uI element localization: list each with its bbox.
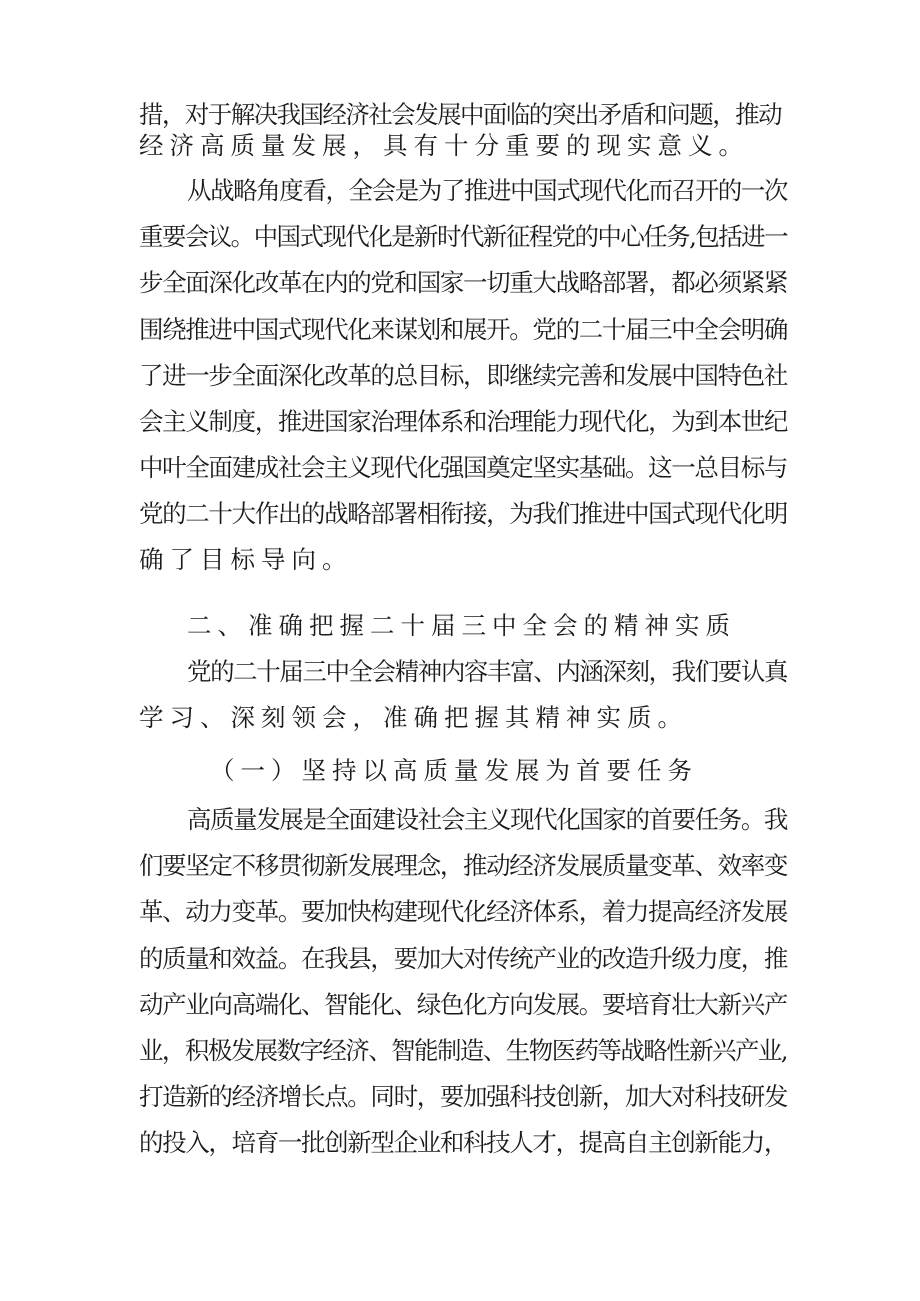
text-line: 打造新的经济增长点。同时，要加强科技创新，加大对科技研发 [139, 1082, 787, 1111]
text-line: 经济高质量发展，具有十分重要的现实意义。 [139, 131, 749, 160]
text-line: 会主义制度，推进国家治理体系和治理能力现代化，为到本世纪 [139, 407, 787, 436]
text-line: 中叶全面建成社会主义现代化强国奠定坚实基础。这一总目标与 [139, 453, 787, 482]
text-line: 业，积极发展数字经济、智能制造、生物医药等战略性新兴产业, [139, 1036, 787, 1065]
section-heading: 二、准确把握二十届三中全会的精神实质 [187, 611, 736, 640]
paragraph-first-line: 从战略角度看，全会是为了推进中国式现代化而召开的一次 [187, 176, 787, 205]
text-line: 步全面深化改革在内的党和国家一切重大战略部署，都必须紧紧 [139, 268, 787, 297]
text-line: 的投入，培育一批创新型企业和科技人才，提高自主创新能力， [139, 1128, 787, 1157]
subsection-heading: （一）坚持以高质量发展为首要任务 [210, 756, 698, 785]
text-line: 党的二十大作出的战略部署相衔接，为我们推进中国式现代化明 [139, 499, 787, 528]
text-line: 了进一步全面深化改革的总目标，即继续完善和发展中国特色社 [139, 361, 787, 390]
text-line: 学习、深刻领会，准确把握其精神实质。 [139, 703, 688, 732]
text-line: 确了目标导向。 [139, 545, 353, 574]
text-line: 措，对于解决我国经济社会发展中面临的突出矛盾和问题，推动 [139, 100, 781, 129]
text-line: 的质量和效益。在我县，要加大对传统产业的改造升级力度，推 [139, 944, 787, 973]
text-line: 重要会议。中国式现代化是新时代新征程党的中心任务,包括进一 [139, 222, 787, 251]
text-line: 动产业向高端化、智能化、绿色化方向发展。要培育壮大新兴产 [139, 990, 787, 1019]
paragraph-first-line: 高质量发展是全面建设社会主义现代化国家的首要任务。我 [187, 805, 787, 834]
paragraph-first-line: 党的二十届三中全会精神内容丰富、内涵深刻，我们要认真 [187, 657, 787, 686]
text-line: 们要坚定不移贯彻新发展理念，推动经济发展质量变革、效率变 [139, 851, 787, 880]
text-line: 革、动力变革。要加快构建现代化经济体系，着力提高经济发展 [139, 897, 787, 926]
text-line: 围绕推进中国式现代化来谋划和展开。党的二十届三中全会明确 [139, 315, 787, 344]
